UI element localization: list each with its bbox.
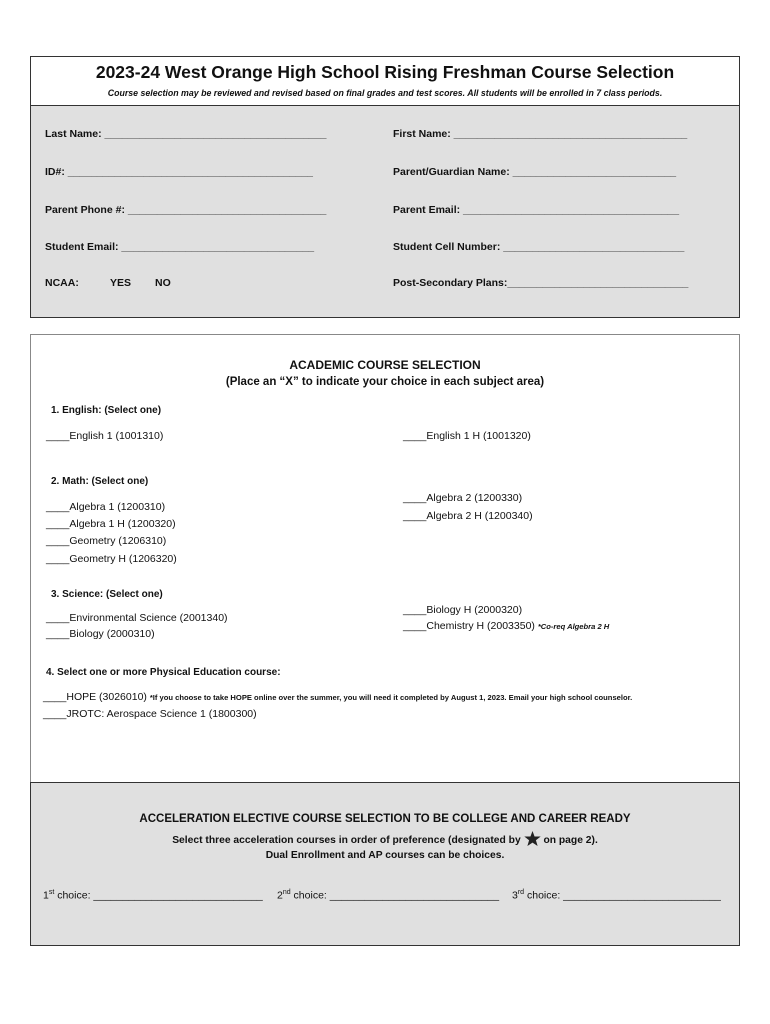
ncaa-label: NCAA: (45, 277, 79, 289)
geometry-h-option[interactable]: ____Geometry H (1206320) (46, 553, 177, 565)
math-heading: 2. Math: (Select one) (51, 476, 149, 487)
student-email-field[interactable]: Student Email: _________________________________ (45, 241, 315, 253)
third-choice-blank: choice: ___________________________ (524, 889, 721, 902)
second-choice-field[interactable] (277, 889, 499, 902)
science-heading: 3. Science: (Select one) (51, 589, 163, 600)
ncaa-yes-option[interactable]: YES (110, 277, 132, 289)
algebra-1h-option[interactable]: ____Algebra 1 H (1200320) (46, 518, 176, 530)
form-subtitle: Course selection may be reviewed and revised based on final grades and test scores. All students will be enrolled in 7 class periods. (107, 88, 663, 98)
guardian-name-field[interactable]: Parent/Guardian Name: ____________________________ (393, 166, 677, 178)
pe-heading: 4. Select one or more Physical Education course: (46, 667, 281, 678)
acceleration-title: ACCELERATION ELECTIVE COURSE SELECTION TO BE COLLEGE AND CAREER READY (139, 813, 631, 825)
acceleration-instructions (31, 831, 739, 846)
title-box (30, 56, 740, 106)
first-choice-suffix: st (48, 889, 55, 896)
environmental-science-option[interactable]: ____Environmental Science (2001340) (46, 612, 228, 624)
academic-instructions: (Place an “X” to indicate your choice in each subject area) (225, 376, 545, 388)
algebra-2h-option[interactable]: ____Algebra 2 H (1200340) (403, 510, 533, 522)
first-choice-field[interactable] (43, 889, 263, 902)
hope-label: ____HOPE (3026010) (43, 691, 147, 703)
form-title: 2023-24 West Orange High School Rising Freshman Course Selection (95, 62, 675, 82)
acceleration-line1-after: on page 2). (543, 835, 598, 846)
jrotc-option[interactable]: ____JROTC: Aerospace Science 1 (1800300) (43, 708, 257, 720)
acceleration-section (30, 782, 740, 946)
chemistry-h-label: ____Chemistry H (2003350) (403, 620, 535, 632)
acceleration-line1-before: Select three acceleration courses in order of preference (designated by (172, 835, 521, 846)
algebra-2-option[interactable]: ____Algebra 2 (1200330) (403, 492, 523, 504)
star-icon (524, 831, 541, 846)
third-choice-field[interactable] (512, 889, 721, 902)
english-1-option[interactable]: ____English 1 (1001310) (46, 430, 164, 442)
biology-h-option[interactable]: ____Biology H (2000320) (403, 604, 523, 616)
acceleration-dual-enrollment-note: Dual Enrollment and AP courses can be choices. (265, 850, 505, 861)
first-choice-number: 1 (43, 889, 49, 902)
post-secondary-field[interactable]: Post-Secondary Plans:_______________________________ (393, 277, 689, 289)
second-choice-suffix: nd (282, 889, 291, 896)
chemistry-h-option[interactable] (403, 620, 609, 632)
first-name-field[interactable]: First Name: ________________________________________ (393, 128, 688, 140)
algebra-1-option[interactable]: ____Algebra 1 (1200310) (46, 501, 166, 513)
student-info-section (30, 106, 740, 318)
student-cell-field[interactable]: Student Cell Number: _______________________________ (393, 241, 685, 253)
second-choice-number: 2 (277, 889, 283, 902)
second-choice-blank: choice: _____________________________ (290, 889, 500, 902)
english-heading: 1. English: (Select one) (51, 405, 162, 416)
ncaa-no-option[interactable]: NO (155, 277, 171, 289)
chemistry-coreq-note: *Co-req Algebra 2 H (537, 622, 610, 631)
id-field[interactable]: ID#: __________________________________________ (45, 166, 314, 178)
third-choice-suffix: rd (517, 889, 525, 896)
geometry-option[interactable]: ____Geometry (1206310) (46, 535, 167, 547)
biology-option[interactable]: ____Biology (2000310) (46, 628, 155, 640)
parent-phone-field[interactable]: Parent Phone #: __________________________________ (45, 204, 327, 216)
third-choice-number: 3 (512, 889, 518, 902)
academic-section (30, 334, 740, 784)
last-name-field[interactable]: Last Name: ______________________________________ (45, 128, 327, 140)
academic-title: ACADEMIC COURSE SELECTION (289, 358, 481, 372)
hope-note: *If you choose to take HOPE online over the summer, you will need it completed by August 1, 2023. Email your high school counselor. (149, 693, 633, 702)
english-1h-option[interactable]: ____English 1 H (1001320) (403, 430, 531, 442)
parent-email-field[interactable]: Parent Email: _____________________________________ (393, 204, 680, 216)
first-choice-blank: choice: _____________________________ (54, 889, 263, 902)
hope-option[interactable] (43, 691, 632, 703)
